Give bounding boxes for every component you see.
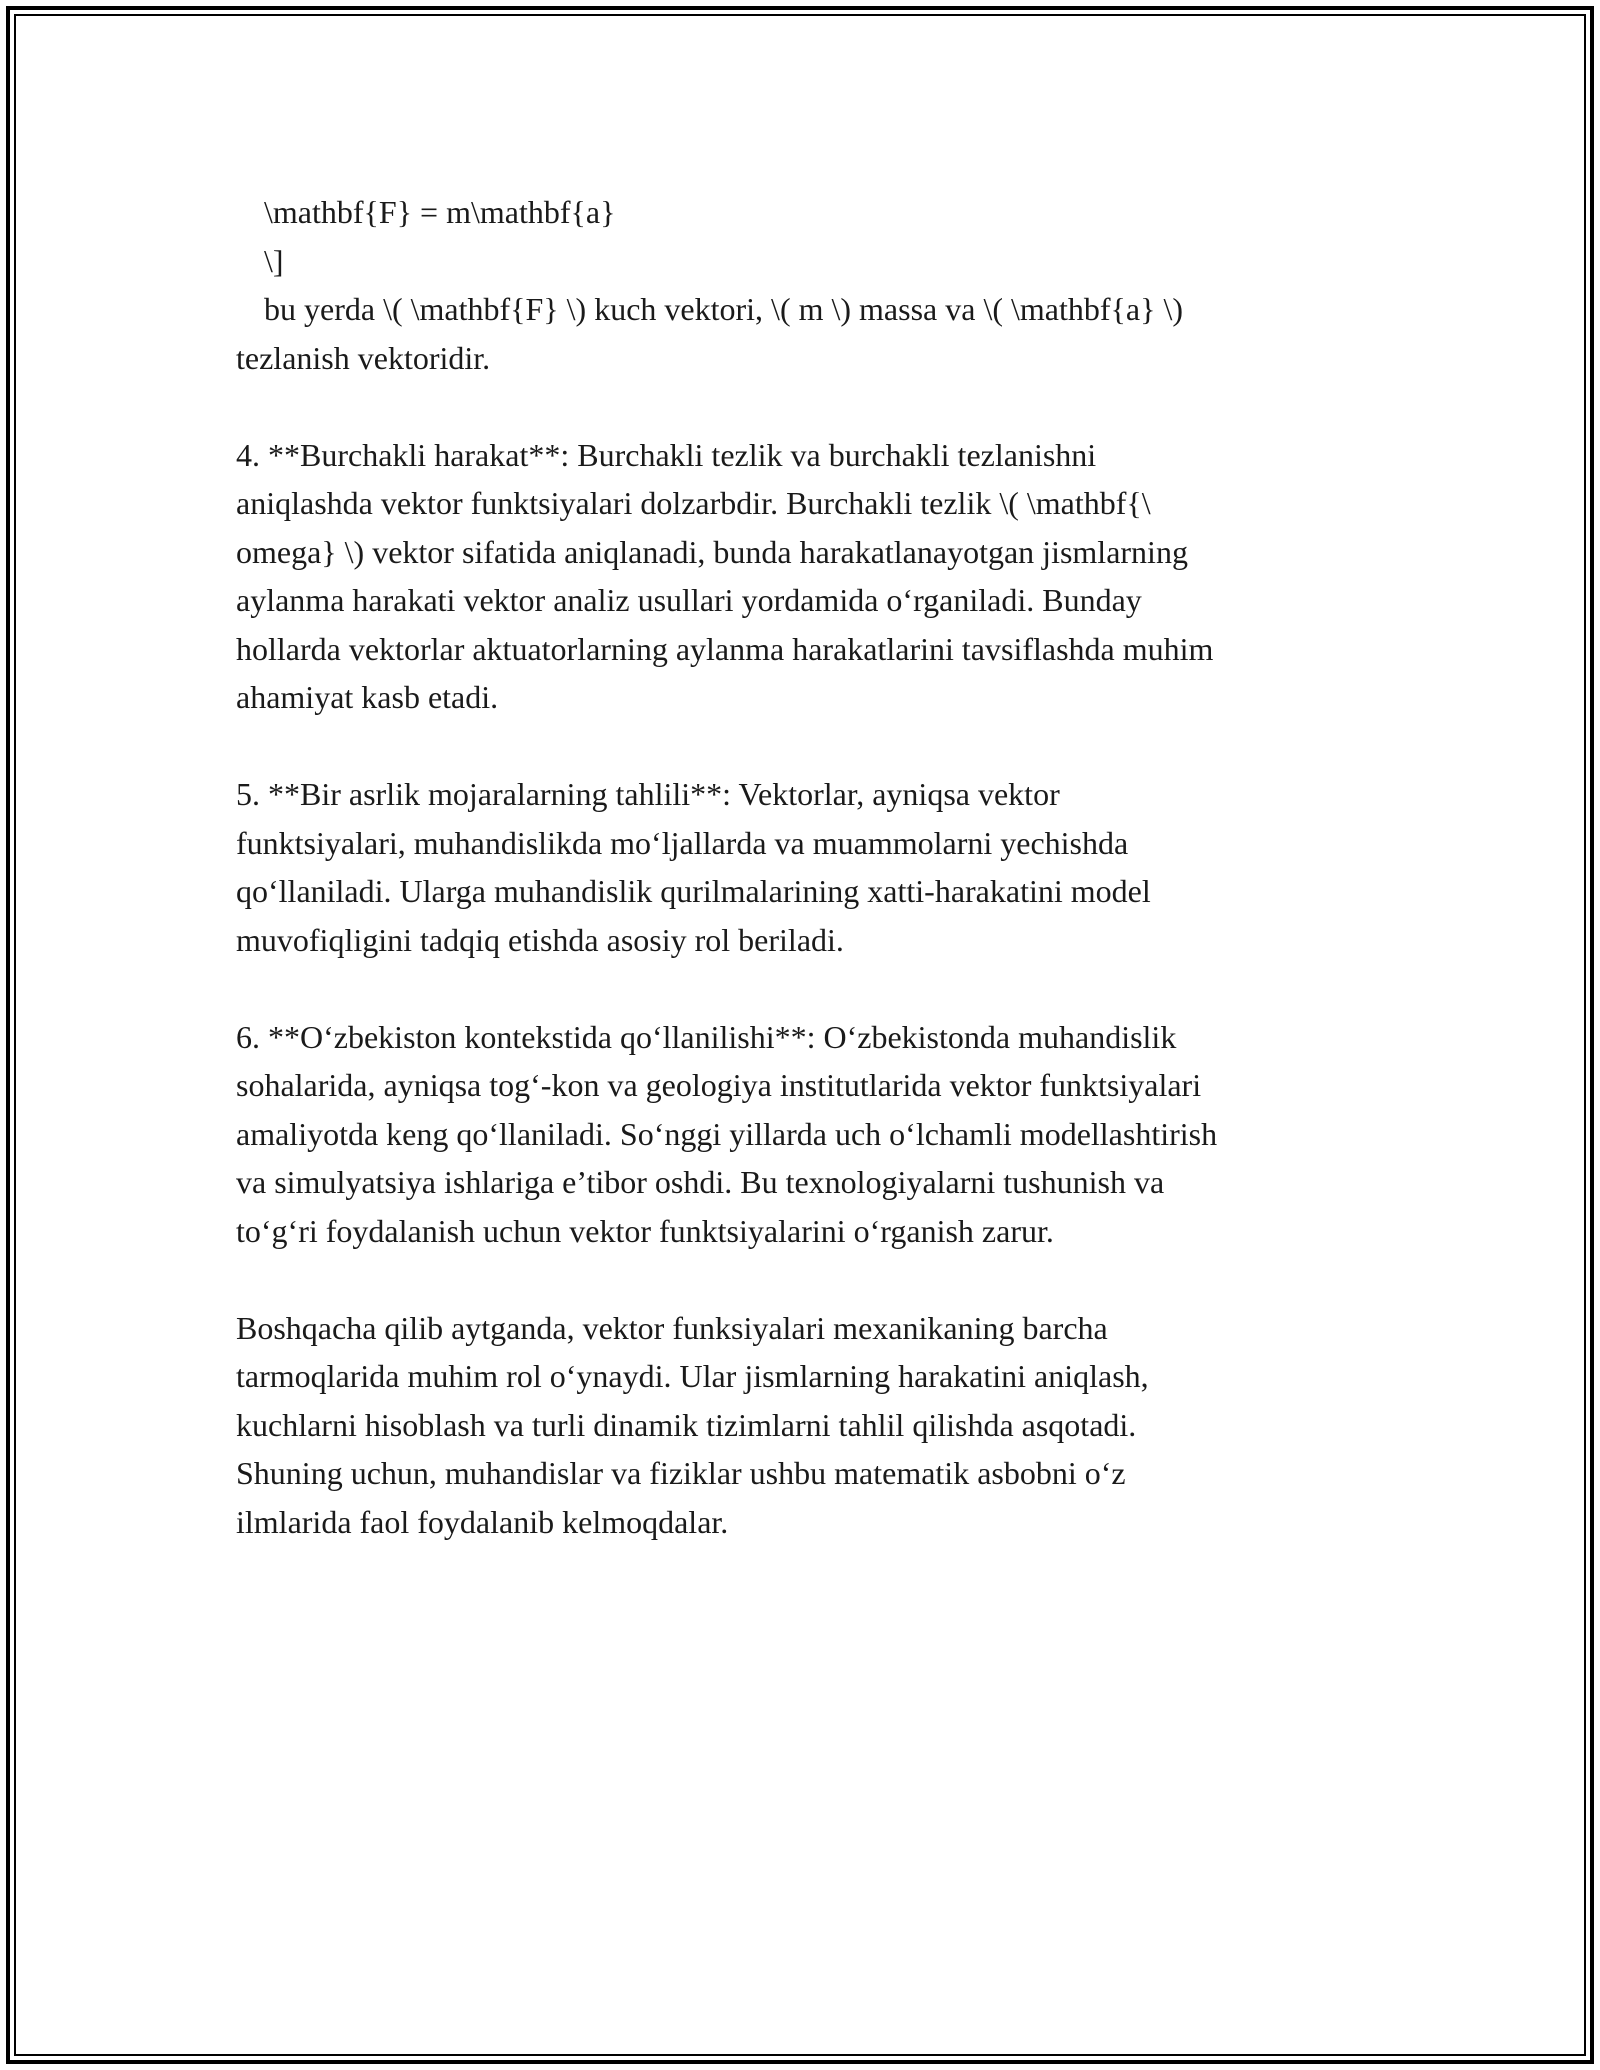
formula-description: bu yerda \( \mathbf{F} \) kuch vektori, \( m \) massa va \( \mathbf{a} \): [264, 291, 1183, 327]
paragraph-conclusion: Boshqacha qilib aytganda, vektor funksiyalari mexanikaning barcha tarmoqlarida muhim rol o‘ynaydi. Ular jismlarning harakatini aniqlash, kuchlarni hisoblash va turli dinamik tizimlarni tahlil qilishda asqotadi. Shuning uchun, muhandislar va fiziklar ushbu matematik asbobni o‘z ilmlarida faol foydalanib kelmoqdalar.: [236, 1309, 1149, 1540]
paragraph-angular-motion: 4. **Burchakli harakat**: Burchakli tezlik va burchakli tezlanishni aniqlashda vektor funktsiyalari dolzarbdir. Burchakli tezlik \( \mathbf{\ omega} \) vektor sifatida aniqlanadi, bunda harakatlanayotgan jismlarning aylanma harakati vektor analiz usullari yordamida o‘rganiladi. Bunday hollarda vektorlar aktuatorlarning aylanma harakatlarini tavsiflashda muhim ahamiyat kasb etadi.: [236, 436, 1214, 715]
formula-line: \]: [264, 242, 284, 279]
paragraph-conflict-analysis: 5. **Bir asrlik mojaralarning tahlili**: Vektorlar, ayniqsa vektor funktsiyalari, muhandislikda mo‘ljallarda va muammolarni yechishda qo‘llaniladi. Ularga muhandislik qurilmalarining xatti-harakatini model muvofiqligini tadqiq etishda asosiy rol beriladi.: [236, 776, 1151, 958]
paragraph-uzbekistan-context: 6. **O‘zbekiston kontekstida qo‘llanilishi**: O‘zbekistonda muhandislik sohalarida, ayniqsa tog‘-kon va geologiya institutlarida vektor funktsiyalari amaliyotda keng qo‘llaniladi. So‘nggi yillarda uch o‘lchamli modellashtirish va simulyatsiya ishlariga e’tibor oshdi. Bu texnologiyalarni tushunish va to‘g‘ri foydalanish uchun vektor funktsiyalarini o‘rganish zarur.: [236, 1018, 1218, 1249]
document-body: [236, 188, 1366, 1546]
paragraph-gap: [236, 722, 1366, 771]
paragraph-gap: [236, 1255, 1366, 1304]
paragraph-gap: [236, 964, 1366, 1013]
formula-description-continued: tezlanish vektoridir.: [236, 339, 491, 376]
paragraph-gap: [236, 382, 1366, 431]
formula-line: \mathbf{F} = m\mathbf{a}: [264, 194, 616, 230]
